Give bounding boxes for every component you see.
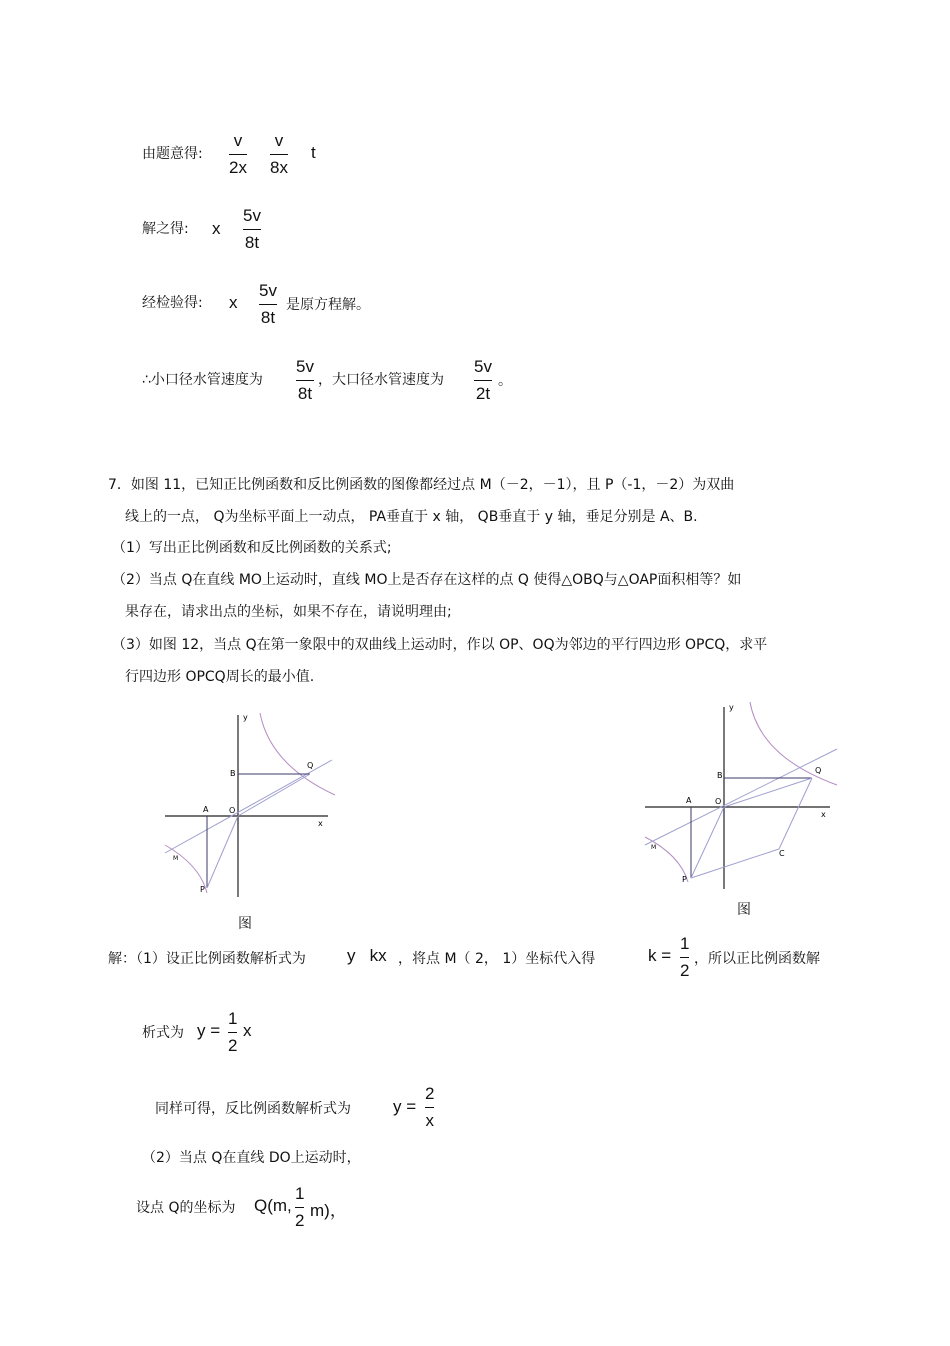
problem-line-4: （2）当点 Q在直线 MO上运动时，直线 MO上是否存在这样的点 Q 使得△OBQ与△OAP面积相等？如 bbox=[112, 572, 742, 588]
var-x: x bbox=[212, 219, 221, 238]
conclusion-b: ，大口径水管速度为 bbox=[318, 372, 444, 388]
segment-oq bbox=[238, 774, 310, 816]
label-y: y bbox=[729, 703, 734, 712]
solution-line-1c: ，所以正比例函数解 bbox=[694, 951, 820, 967]
fraction-5v-2t: 5v 2t bbox=[474, 357, 492, 403]
var-t: t bbox=[311, 143, 316, 162]
label-o: O bbox=[715, 797, 722, 806]
figure-12-caption: 图 bbox=[737, 902, 751, 918]
conclusion-a: ∴小口径水管速度为 bbox=[142, 372, 263, 388]
eq-y: y = bbox=[197, 1021, 221, 1040]
hyperbola-branch-q1 bbox=[260, 713, 335, 795]
label-a: A bbox=[686, 796, 692, 805]
fraction-1-2: 1 2 bbox=[228, 1009, 238, 1055]
point-q: Q(m, bbox=[254, 1196, 292, 1215]
label-a: A bbox=[203, 805, 209, 814]
label-c: C bbox=[779, 849, 785, 858]
problem-line-2: 线上的一点， Q为坐标平面上一动点， PA垂直于 x 轴， QB垂直于 y 轴，垂足分别是 A、B. bbox=[125, 509, 698, 525]
point-q-tail: m)， bbox=[310, 1201, 347, 1220]
label-q: Q bbox=[815, 766, 822, 775]
fraction-5v-8t: 5v 8t bbox=[259, 281, 277, 327]
var-x: x bbox=[229, 293, 238, 312]
problem-line-5: 果存在，请求出点的坐标，如果不存在，请说明理由; bbox=[125, 604, 452, 620]
fraction-1-2: 1 2 bbox=[680, 934, 690, 980]
figure-11 bbox=[160, 705, 340, 905]
label-p: P bbox=[200, 885, 205, 894]
problem-line-7: 行四边形 OPCQ周长的最小值. bbox=[125, 669, 315, 685]
eq-y-kx: y kx bbox=[347, 946, 387, 965]
figure-11-caption: 图 bbox=[238, 916, 252, 932]
label-b: B bbox=[717, 771, 723, 780]
segment-op bbox=[691, 807, 724, 878]
segment-pc bbox=[691, 849, 779, 878]
var-x: x bbox=[243, 1021, 252, 1040]
label-m: M bbox=[651, 844, 657, 851]
solution-line-4: （2）当点 Q在直线 DO上运动时， bbox=[142, 1150, 361, 1166]
fraction-v-8x: v 8x bbox=[270, 131, 288, 177]
fraction-5v-8t: 5v 8t bbox=[243, 206, 261, 252]
label-p: P bbox=[682, 875, 687, 884]
check-tail: 是原方程解。 bbox=[286, 297, 370, 313]
eq-y: y = bbox=[393, 1097, 417, 1116]
label-q: Q bbox=[307, 761, 314, 770]
problem-line-3: （1）写出正比例函数和反比例函数的关系式; bbox=[112, 540, 392, 556]
problem-line-1: 7．如图 11，已知正比例函数和反比例函数的图像都经过点 M（－2，－1），且 P（-1，－2）为双曲 bbox=[108, 477, 735, 493]
label-m: M bbox=[173, 855, 179, 862]
label-x: x bbox=[318, 819, 323, 828]
solution-line-2a: 析式为 bbox=[142, 1025, 184, 1041]
solution-line-5a: 设点 Q的坐标为 bbox=[136, 1200, 236, 1216]
segment-qc bbox=[779, 778, 812, 849]
label-y: y bbox=[243, 713, 248, 722]
figure-12 bbox=[640, 697, 845, 897]
solution-line-1b: ，将点 M（ 2， 1）坐标代入得 bbox=[398, 951, 596, 967]
label-o: O bbox=[229, 806, 236, 815]
problem-line-6: （3）如图 12，当点 Q在第一象限中的双曲线上运动时，作以 OP、OQ为邻边的平行四边形 OPCQ，求平 bbox=[112, 637, 768, 653]
fraction-5v-8t: 5v 8t bbox=[296, 357, 314, 403]
conclusion-c: 。 bbox=[498, 373, 512, 389]
fraction-v-2x: v 2x bbox=[229, 131, 247, 177]
fraction-1-2: 1 2 bbox=[295, 1184, 305, 1230]
check-label: 经检验得: bbox=[142, 295, 203, 311]
solution-line-3a: 同样可得，反比例函数解析式为 bbox=[155, 1101, 351, 1117]
eq-k: k = bbox=[648, 946, 672, 965]
eq-label: 由题意得: bbox=[142, 146, 203, 162]
segment-oq bbox=[724, 778, 812, 807]
solve-label: 解之得: bbox=[142, 221, 189, 237]
label-b: B bbox=[230, 769, 236, 778]
hyperbola-branch-q1 bbox=[750, 702, 837, 785]
line-mo bbox=[645, 749, 837, 845]
solution-line-1a: 解：（1）设正比例函数解析式为 bbox=[108, 951, 306, 967]
label-x: x bbox=[821, 810, 826, 819]
fraction-2-x: 2 x bbox=[425, 1084, 435, 1130]
